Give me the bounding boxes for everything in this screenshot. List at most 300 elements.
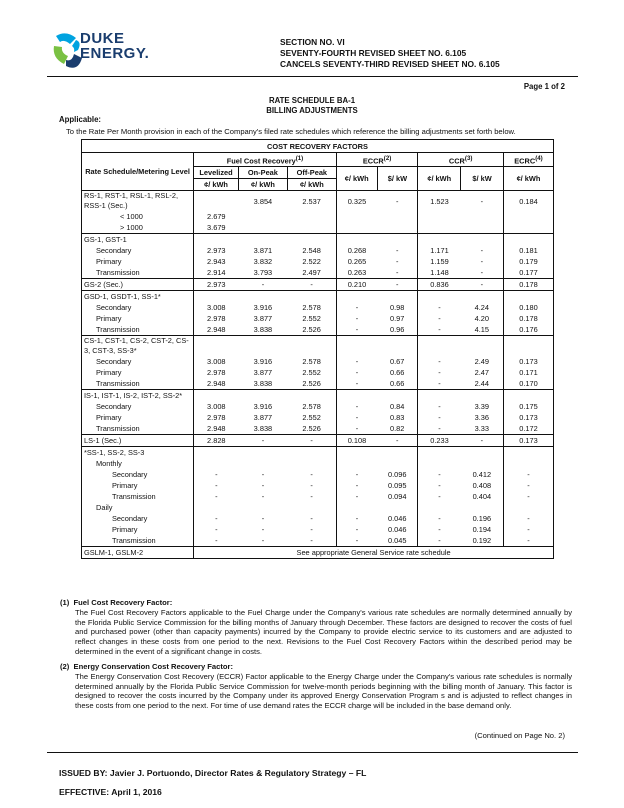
table-cell: 2.828 (194, 435, 239, 447)
table-cell: 0.836 (418, 279, 461, 291)
table-cell: - (461, 279, 504, 291)
table-cell: 2.552 (287, 313, 336, 324)
table-cell: 3.793 (253, 268, 273, 278)
continued-note: (Continued on Page No. 2) (474, 731, 565, 740)
title-line1: RATE SCHEDULE BA-1 (268, 96, 356, 105)
table-cell: 0.173 (503, 412, 553, 423)
table-cell: 3.679 (207, 223, 226, 233)
table-cell (238, 336, 287, 357)
sup-3: (3) (464, 155, 473, 162)
table-cell: - (438, 413, 441, 423)
header-rule (47, 76, 578, 77)
unit-levelized: ¢/ kWh (194, 179, 239, 191)
table-cell: - (438, 536, 441, 546)
table-cell (194, 502, 239, 513)
unit-ccr-kwh: ¢/ kWh (418, 167, 461, 191)
table-cell: - (377, 267, 418, 279)
table-cell (418, 458, 461, 469)
table-cell: 0.178 (503, 279, 553, 291)
table-cell (377, 447, 418, 459)
table-cell: - (438, 492, 441, 502)
table-cell: 0.408 (461, 480, 504, 491)
table-cell: 1.148 (430, 268, 449, 278)
table-cell (503, 390, 553, 402)
table-cell: 2.943 (207, 257, 226, 267)
table-cell (336, 211, 377, 222)
table-cell: - (503, 513, 553, 524)
table-cell (461, 291, 504, 303)
table-cell: - (377, 245, 418, 256)
table-cell: 0.97 (377, 313, 418, 324)
table-cell: - (355, 470, 359, 480)
table-cell: 2.497 (287, 267, 336, 279)
footer-rule (47, 752, 578, 753)
table-cell: 3.36 (461, 412, 504, 423)
unit-ecrc-kwh: ¢/ kWh (503, 167, 553, 191)
table-cell: 3.916 (253, 402, 273, 412)
table-cell: 0.268 (347, 246, 367, 256)
table-cell (461, 336, 504, 357)
row-label: Transmission (82, 423, 194, 435)
head-fuel (194, 153, 337, 167)
table-row (82, 256, 554, 267)
table-cell: 0.233 (418, 435, 461, 447)
table-cell (287, 234, 336, 246)
row-label: Primary (82, 524, 194, 535)
section-eccr-body: The Energy Conservation Cost Recovery (ECCR) Factor applicable to the Energy Charge under the Company's various rate schedules is normally determined annually by the Florida Public Service Commission for twelve-month periods beginning with the billing month of January. This factor is designed to recover the costs incurred by the Company under its approved Energy Conservation Program s and is adjusted to reflect changes in these costs from one period to the next. For time of use demand rates the ECCR charge will be included in the base demand only. (75, 671, 572, 711)
table-cell: - (377, 279, 418, 291)
table-cell: - (461, 267, 504, 279)
gslm-label: GSLM-1, GSLM-2 (82, 547, 194, 559)
table-cell: 0.66 (377, 378, 418, 390)
cancels-sheet-label: CANCELS SEVENTY-THIRD REVISED SHEET NO. 6.105 (280, 59, 500, 69)
table-cell (287, 447, 336, 459)
row-label: Primary (82, 480, 194, 491)
row-label: Primary (82, 367, 194, 378)
section-fuel-num: (1) (60, 598, 70, 607)
table-cell (336, 390, 377, 402)
table-row (82, 313, 554, 324)
head-ccr (418, 153, 504, 167)
table-cell: - (261, 536, 265, 546)
table-cell: - (355, 481, 359, 491)
table-cell (194, 458, 239, 469)
table-cell: 0.046 (377, 524, 418, 535)
table-row (82, 435, 554, 447)
table-cell: 0.98 (377, 302, 418, 313)
table-row (82, 336, 554, 357)
table-cell (238, 447, 287, 459)
table-row (82, 491, 554, 502)
row-label: CS-1, CST-1, CS-2, CST-2, CS-3, CST-3, SS-3* (82, 336, 194, 357)
table-cell: - (461, 191, 504, 212)
row-label: Primary (82, 256, 194, 267)
table-cell: - (503, 524, 553, 535)
table-cell: 0.096 (377, 469, 418, 480)
table-cell: 0.170 (503, 378, 553, 390)
table-cell (418, 222, 461, 234)
sup-1: (1) (295, 155, 304, 162)
table-cell: 3.008 (207, 303, 226, 313)
table-cell: - (438, 481, 441, 491)
table-cell (377, 211, 418, 222)
table-row (82, 513, 554, 524)
table-cell: 2.47 (461, 367, 504, 378)
table-cell (287, 458, 336, 469)
table-cell (503, 336, 553, 357)
table-cell: 3.838 (253, 379, 273, 389)
table-cell: 2.552 (287, 412, 336, 423)
table-row (82, 222, 554, 234)
table-cell: - (438, 357, 441, 367)
row-label: Monthly (82, 458, 194, 469)
row-label: Secondary (82, 513, 194, 524)
table-row (82, 378, 554, 390)
table-cell: - (461, 245, 504, 256)
table-cell (377, 390, 418, 402)
table-cell (418, 390, 461, 402)
table-cell: - (355, 379, 359, 389)
table-cell: - (438, 470, 441, 480)
table-cell: - (438, 314, 441, 324)
table-row (82, 401, 554, 412)
table-row (82, 412, 554, 423)
table-cell (287, 390, 336, 402)
table-cell: 2.522 (287, 256, 336, 267)
table-row (82, 267, 554, 279)
table-cell: 0.83 (377, 412, 418, 423)
table-cell: 3.854 (238, 191, 287, 212)
table-cell (503, 222, 553, 234)
table-cell: - (261, 525, 265, 535)
table-cell (461, 211, 504, 222)
table-cell (418, 211, 461, 222)
table-cell: 3.877 (253, 314, 273, 324)
row-label: Secondary (82, 356, 194, 367)
table-cell: 3.871 (253, 246, 273, 256)
table-cell: - (287, 480, 336, 491)
table-cell: - (438, 424, 441, 434)
revised-sheet-label: SEVENTY-FOURTH REVISED SHEET NO. 6.105 (280, 48, 467, 58)
table-cell: 1.159 (430, 257, 449, 267)
table-cell: 4.24 (461, 302, 504, 313)
sup-2: (2) (383, 155, 392, 162)
table-cell (461, 447, 504, 459)
row-label: Transmission (82, 378, 194, 390)
table-cell (503, 502, 553, 513)
table-cell: 0.178 (503, 313, 553, 324)
table-cell (503, 234, 553, 246)
table-cell: - (355, 514, 359, 524)
table-title: COST RECOVERY FACTORS (82, 140, 554, 153)
table-cell: - (461, 256, 504, 267)
page-number: Page 1 of 2 (523, 82, 565, 91)
sheet-header (280, 37, 500, 70)
table-cell: 1.523 (418, 191, 461, 212)
table-cell (238, 502, 287, 513)
table-cell: 2.948 (207, 325, 226, 335)
table-cell (418, 502, 461, 513)
table-cell: 2.578 (287, 302, 336, 313)
table-cell (194, 191, 239, 212)
effective-date: EFFECTIVE: April 1, 2016 (59, 787, 162, 797)
table-cell: 2.49 (461, 356, 504, 367)
row-label: GS-2 (Sec.) (82, 279, 194, 291)
table-cell: - (461, 435, 504, 447)
section-fuel (60, 598, 572, 657)
table-cell: - (215, 525, 218, 535)
table-cell (336, 502, 377, 513)
table-cell (377, 234, 418, 246)
table-cell: 0.66 (377, 367, 418, 378)
table-cell (377, 502, 418, 513)
unit-offpeak: ¢/ kWh (287, 179, 336, 191)
row-label: GS-1, GST-1 (82, 234, 194, 246)
table-cell (377, 458, 418, 469)
title-line2: BILLING ADJUSTMENTS (266, 106, 358, 115)
table-cell: - (287, 535, 336, 547)
issued-by: ISSUED BY: Javier J. Portuondo, Director Rates & Regulatory Strategy – FL (59, 768, 367, 778)
table-row (82, 324, 554, 336)
table-cell: 3.877 (253, 368, 273, 378)
table-cell: - (287, 524, 336, 535)
table-cell: - (377, 435, 418, 447)
table-cell: 2.948 (207, 379, 226, 389)
logo-line2: ENERGY. (80, 45, 150, 62)
row-label: *SS-1, SS-2, SS-3 (82, 447, 194, 459)
table-cell (336, 291, 377, 303)
table-cell: - (238, 435, 287, 447)
table-cell: - (377, 191, 418, 212)
table-cell: - (215, 492, 218, 502)
table-cell (336, 447, 377, 459)
table-cell: 0.194 (461, 524, 504, 535)
table-row (82, 302, 554, 313)
table-cell (238, 234, 287, 246)
head-eccr (336, 153, 418, 167)
table-cell: - (438, 303, 441, 313)
table-cell (377, 291, 418, 303)
table-cell: - (287, 279, 336, 291)
row-label: IS-1, IST-1, IS-2, IST-2, SS-2* (82, 390, 194, 402)
row-label: Secondary (82, 401, 194, 412)
table-cell: 0.108 (336, 435, 377, 447)
table-cell: - (287, 435, 336, 447)
table-cell (336, 222, 377, 234)
head-rate-schedule: Rate Schedule/Metering Level (82, 153, 194, 191)
table-cell (418, 234, 461, 246)
table-cell: 2.578 (287, 401, 336, 412)
table-cell: 0.175 (503, 401, 553, 412)
table-cell (238, 211, 287, 222)
logo-wordmark (80, 31, 149, 61)
section-eccr-heading (60, 662, 572, 672)
table-cell (336, 234, 377, 246)
table-row (82, 211, 554, 222)
table-cell: 2.552 (287, 367, 336, 378)
table-row (82, 279, 554, 291)
head-ecrc (503, 153, 553, 167)
row-label: Transmission (82, 535, 194, 547)
table-cell (238, 390, 287, 402)
table-cell: 2.679 (207, 212, 226, 222)
table-row (82, 367, 554, 378)
table-cell (194, 336, 239, 357)
table-row (82, 480, 554, 491)
section-fuel-body: The Fuel Cost Recovery Factors applicable to the Fuel Charge under the Company's various rate schedules are normally determined annually by the Florida Public Service Commission for the billing months of January through December. These factors are designed to recover the costs of fuel and purchased power (other than capacity payments) incurred by the Company to provide electric service to its customers and are adjusted to reflect changes in these costs from one period to the next. Revisions to the Fuel Cost Recovery Factors within the described period may be determined in the event of a significant change in costs. (75, 607, 572, 656)
table-cell: 2.44 (461, 378, 504, 390)
section-eccr (60, 662, 572, 711)
table-cell (238, 291, 287, 303)
table-cell: 2.973 (207, 246, 226, 256)
table-cell: - (215, 514, 218, 524)
head-fuel-text: Fuel Cost Recovery (226, 156, 296, 166)
table-cell: 3.877 (253, 413, 273, 423)
unit-eccr-kw: $/ kW (377, 167, 418, 191)
sub-offpeak: Off-Peak (287, 167, 336, 179)
table-cell (287, 336, 336, 357)
table-cell: - (355, 368, 359, 378)
table-cell (194, 390, 239, 402)
table-cell (503, 291, 553, 303)
table-cell: 0.095 (377, 480, 418, 491)
table-cell (336, 336, 377, 357)
table-cell: - (438, 379, 441, 389)
head-eccr-text: ECCR (362, 156, 384, 166)
table-row (82, 469, 554, 480)
table-cell: - (238, 279, 287, 291)
sub-onpeak: On-Peak (238, 167, 287, 179)
table-cell: 0.263 (347, 268, 367, 278)
table-cell (461, 502, 504, 513)
table-cell: 0.173 (503, 356, 553, 367)
table-row (82, 191, 554, 212)
cost-recovery-table (81, 139, 554, 559)
table-cell: 0.96 (377, 324, 418, 336)
table-row (82, 245, 554, 256)
unit-ccr-kw: $/ kW (461, 167, 504, 191)
table-cell: 3.008 (207, 357, 226, 367)
table-cell: 2.526 (287, 378, 336, 390)
table-cell: - (287, 491, 336, 502)
table-cell: 0.176 (503, 324, 553, 336)
table-cell: 0.412 (461, 469, 504, 480)
table-row (82, 291, 554, 303)
table-cell: 3.916 (253, 303, 273, 313)
table-cell: - (438, 402, 441, 412)
table-cell: 0.192 (461, 535, 504, 547)
table-cell: 2.978 (207, 368, 226, 378)
table-cell: 2.548 (287, 245, 336, 256)
table-cell: - (261, 481, 265, 491)
table-cell: 0.84 (377, 401, 418, 412)
table-cell: - (377, 256, 418, 267)
table-cell: - (503, 469, 553, 480)
table-cell: 0.177 (503, 267, 553, 279)
table-cell: 3.838 (253, 325, 273, 335)
section-eccr-num: (2) (60, 662, 70, 671)
table-row (82, 502, 554, 513)
table-cell (194, 447, 239, 459)
row-label: Transmission (82, 491, 194, 502)
row-label: Transmission (82, 324, 194, 336)
table-cell: 0.210 (336, 279, 377, 291)
row-label: Primary (82, 412, 194, 423)
table-cell: - (503, 535, 553, 547)
table-cell: 3.39 (461, 401, 504, 412)
table-cell: 0.172 (503, 423, 553, 435)
logo-line1: DUKE (80, 30, 125, 47)
sub-levelized: Levelized (194, 167, 239, 179)
table-cell: - (261, 470, 265, 480)
table-cell: - (438, 525, 441, 535)
table-cell: - (215, 470, 218, 480)
table-cell (287, 291, 336, 303)
table-cell: 0.179 (503, 256, 553, 267)
table-cell: 3.008 (207, 402, 226, 412)
table-cell (377, 336, 418, 357)
table-cell: 0.404 (461, 491, 504, 502)
unit-eccr-kwh: ¢/ kWh (336, 167, 377, 191)
row-label: Primary (82, 313, 194, 324)
table-cell: 2.978 (207, 314, 226, 324)
table-row (82, 423, 554, 435)
head-ecrc-text: ECRC (514, 156, 536, 166)
table-cell: - (438, 514, 441, 524)
table-cell (418, 336, 461, 357)
table-cell (336, 458, 377, 469)
table-cell: 0.171 (503, 367, 553, 378)
table-cell: 0.045 (377, 535, 418, 547)
table-cell: 2.978 (207, 413, 226, 423)
table-cell: - (287, 469, 336, 480)
table-cell: 2.537 (287, 191, 336, 212)
table-cell: 0.173 (503, 435, 553, 447)
row-label: Transmission (82, 267, 194, 279)
table-cell: - (355, 525, 359, 535)
sup-4: (4) (535, 155, 543, 162)
table-cell: 3.838 (253, 424, 273, 434)
table-cell (461, 222, 504, 234)
section-fuel-title: Fuel Cost Recovery Factor: (73, 598, 173, 607)
table-cell: 0.046 (377, 513, 418, 524)
table-cell (238, 458, 287, 469)
table-row (82, 390, 554, 402)
table-cell (503, 447, 553, 459)
table-cell: 3.33 (461, 423, 504, 435)
row-label: Secondary (82, 302, 194, 313)
table-cell: - (438, 325, 441, 335)
table-cell (461, 234, 504, 246)
table-cell: - (261, 492, 265, 502)
table-cell: - (355, 402, 359, 412)
table-cell: - (355, 424, 359, 434)
row-label: Secondary (82, 469, 194, 480)
table-cell: 2.526 (287, 423, 336, 435)
table-cell: - (355, 492, 359, 502)
table-cell: - (438, 368, 441, 378)
table-cell: - (355, 536, 359, 546)
table-row (82, 535, 554, 547)
table-cell: 0.094 (377, 491, 418, 502)
table-cell (377, 222, 418, 234)
table-cell: 0.265 (347, 257, 367, 267)
table-cell: - (355, 314, 359, 324)
table-cell: 3.916 (253, 357, 273, 367)
table-row (82, 524, 554, 535)
table-cell: - (503, 491, 553, 502)
table-cell: - (215, 481, 218, 491)
